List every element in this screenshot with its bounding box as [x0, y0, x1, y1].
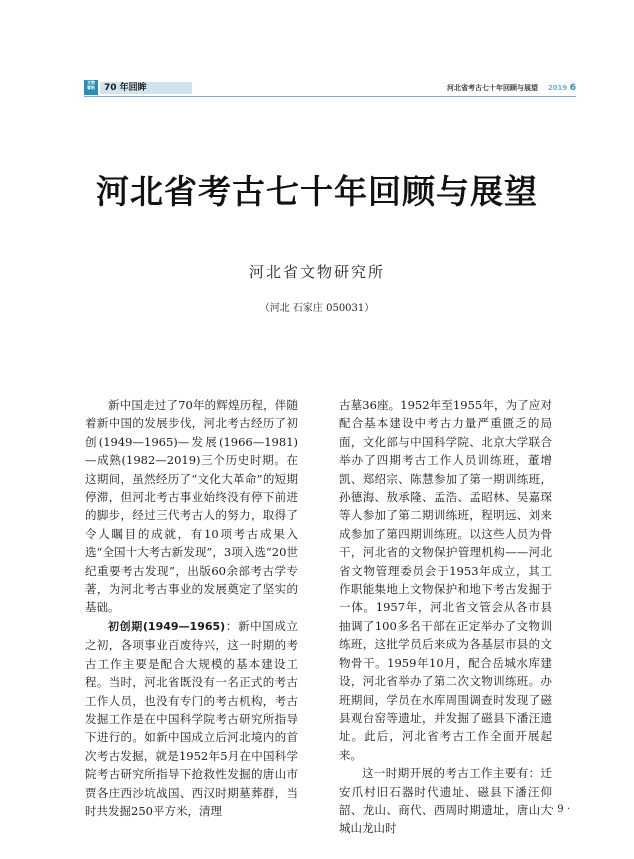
journal-logo-line-1: 文物 — [87, 80, 95, 85]
article-author: 河北省文物研究所 — [248, 263, 385, 281]
section-tag: 70 年回眸 — [100, 82, 192, 94]
body-paragraph: 这一时期开展的考古工作主要有：迁安爪村旧石器时代遗址、磁县下潘汪仰韶、龙山、商代、西周时期遗址，唐山大城山龙山时 — [339, 766, 552, 836]
body-paragraph: 古墓36座。1952年至1955年，为了应对配合基本建设中考古力量严重匮乏的局面，文化部与中国科学院、北京大学联合举办了四期考古工作人员训练班，董增凯、郑绍宗、陈慧参加了第一期训练班，孙德海、敖承隆、孟浩、孟昭林、吴嘉琛等人参加了第二期训练班，程明远、刘来成参加了第四期训练班。以这些人员为骨干，河北省的文物保护管理机构——河北省文物管理委员会于1953年成立，其工作职能集地上文物保护和地下考古发掘于一体。1957年，河北省文管会从各市县抽调了100多名干部在正定举办了文物训练班，这批学员后来成为各基层市县的文物骨干。1959年10月，配合岳城水库建设，河北省举办了第二次文物训练班。办班期间，学员在水库周围调查时发现了磁县观台窑等遗址，并发掘了磁县下潘汪遗址。此后，河北省考古工作全面开展起来。 — [339, 398, 552, 762]
journal-logo-line-2: 春秋 — [87, 85, 95, 90]
issue-number: 6 — [569, 83, 576, 93]
issue-label — [548, 83, 576, 93]
phase-text: ：新中国成立之初，各项事业百废待兴，这一时期的考古工作主要是配合大规模的基本建设工程。当时，河北省既没有一名正式的考古工作人员，也没有专门的考古机构，考古发掘工作是在中国科学院考古研究所指导下进行的。如新中国成立后河北境内的首次考古发掘，就是1952年5月在中国科学院考古研究所指导下抢救性发掘的唐山市贾各庄西沙坑战国、西汉时期墓葬群，当时共发掘250平方米，清理 — [85, 618, 298, 818]
phase-heading: 初创期(1949—1965) — [108, 619, 226, 633]
issue-year: 2019 — [547, 84, 568, 92]
body-column-left — [85, 396, 298, 820]
running-title: 河北省考古七十年回顾与展望 — [447, 83, 538, 92]
page-number: · 9 · — [550, 804, 570, 815]
body-paragraph: 新中国走过了70年的辉煌历程，伴随着新中国的发展步伐，河北考古经历了初创(1949—1965)—发展(1966—1981)—成熟(1982—2019)三个历史时期。在这期间，虽然经历了“文化大革命”的短期停滞，但河北考古事业始终没有停下前进的脚步，经过三代考古人的努力，取得了令人瞩目的成就，有10项考古成果入选“全国十大考古新发现”，3项入选“20世纪重要考古发现”，出版60余部考古学专著，为河北考古事业的发展奠定了坚实的基础。 — [85, 398, 298, 615]
page-header — [84, 80, 576, 98]
author-address: （河北 石家庄 050031） — [259, 303, 375, 314]
header-divider — [84, 96, 576, 97]
journal-logo — [84, 80, 98, 95]
body-column-right — [339, 396, 552, 838]
body-paragraph-phase — [85, 617, 298, 820]
article-title: 河北省考古七十年回顾与展望 — [96, 172, 538, 211]
